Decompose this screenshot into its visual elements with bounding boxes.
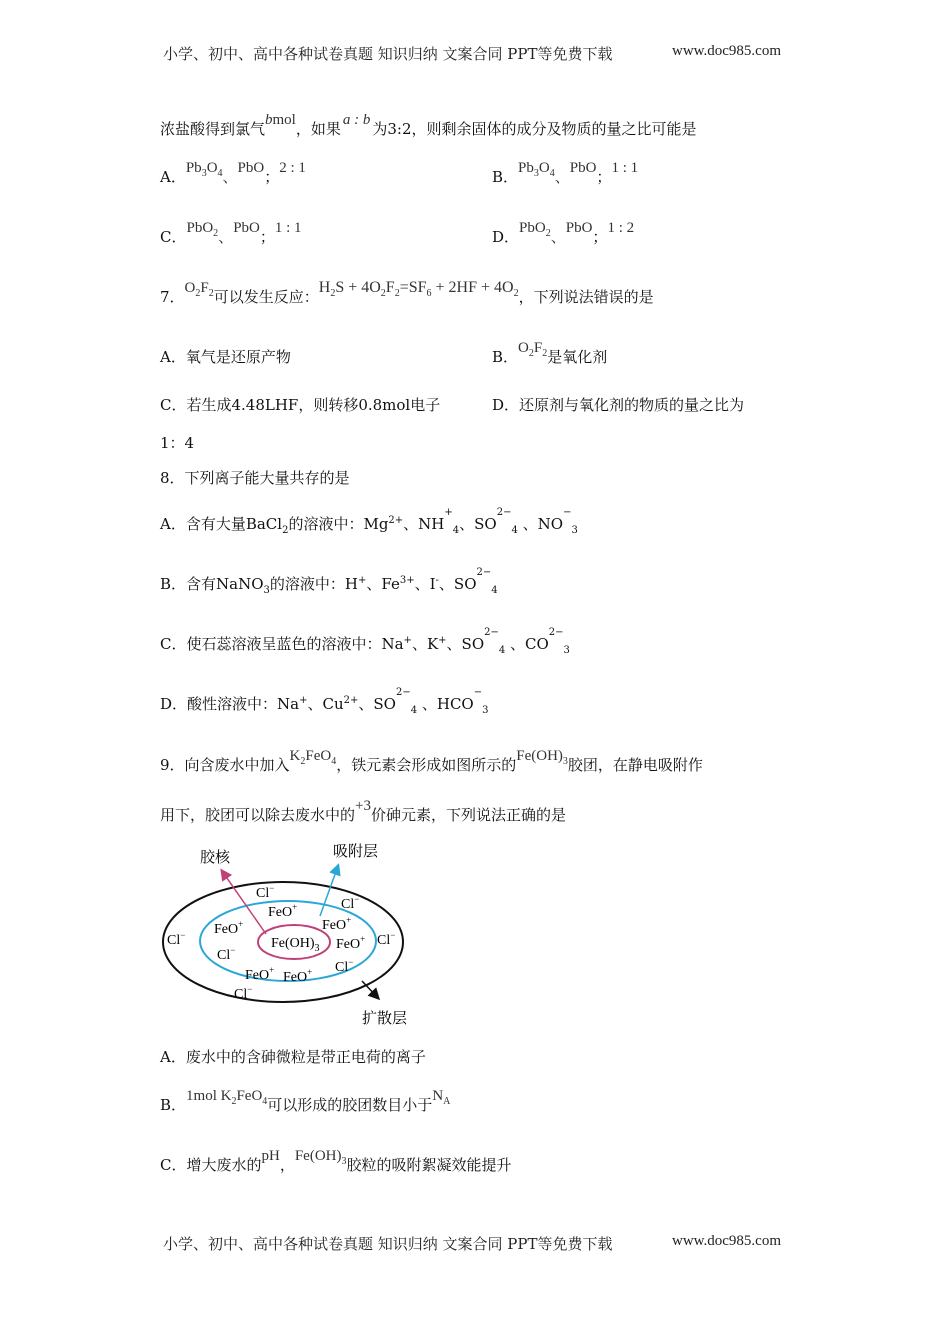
page-header-left: 小学、初中、高中各种试卷真题 知识归纳 文案合同 PPT等免费下载 [163,45,613,63]
q7-stem: 7．$O_2F_2$可以发生反应：$H_2S + 4O_2F_2=SF_6 + 2HF + 4O_2$，下列说法错误的是 [160,279,654,306]
q6-option-a[interactable]: A．$Pb_3O_4$、PbO；2 : 1 [160,160,306,186]
page-footer-url: www.doc985.com [672,1233,782,1249]
q7-option-d[interactable]: D．还原剂与氧化剂的物质的量之比为 [492,396,745,414]
cl-ion: Cl− [256,883,275,901]
micelle-diagram [155,838,425,1033]
feo-ion: FeO+ [322,915,352,933]
cl-ion: Cl− [234,984,253,1002]
diffusion-layer-label: 扩散层 [362,1011,408,1027]
q9-stem-line1: 9．向含废水中加入$K_2FeO_4$，铁元素会形成如图所示的$Fe(OH)_3$胶团，在静电吸附作 [160,748,703,774]
q6-option-c[interactable]: C．PbO$_2$、PbO；1 : 1 [160,220,302,246]
cl-ion: Cl− [377,930,396,948]
q8-option-a[interactable]: A．含有大量BaCl$_2$的溶液中：$Mg^{2+}$、$NH^+_4$、$SO^{2-}_4$ 、$NO^-_3$ [160,507,578,536]
q8-option-d[interactable]: D．酸性溶液中：Na+、$Cu^{2+}$、$SO^{2-}_4$ 、$HCO^-_3$ [160,687,489,716]
page-footer-left: 小学、初中、高中各种试卷真题 知识归纳 文案合同 PPT等免费下载 [163,1235,613,1253]
q7-option-a[interactable]: A．氧气是还原产物 [160,348,291,366]
q7-option-c[interactable]: C．若生成4.48LHF，则转移0.8mol电子 [160,396,441,414]
q9-option-c[interactable]: C．增大废水的pH，$Fe(OH)_3$胶粒的吸附絮凝效能提升 [160,1148,512,1174]
feo-ion: FeO+ [268,902,298,920]
q8-stem: 8．下列离子能大量共存的是 [160,469,350,487]
q7-option-d-cont: 1：4 [160,434,195,452]
page-header-url: www.doc985.com [672,43,782,59]
core-label: 胶核 [200,850,231,866]
q9-stem-line2: 用下，胶团可以除去废水中的+3价砷元素，下列说法正确的是 [160,798,566,824]
q8-option-c[interactable]: C．使石蕊溶液呈蓝色的溶液中：Na+、K+、$SO^{2-}_4$ 、$CO^{2-}_3$ [160,627,570,656]
cl-ion: Cl− [217,945,236,963]
q8-option-b[interactable]: B．含有NaNO$_3$的溶液中：H+、$Fe^{3+}$、I-、$SO^{2-}_4$ [160,567,498,596]
core-formula: $Fe(OH)_3$ [271,936,320,954]
feo-ion: FeO+ [214,919,244,937]
cl-ion: Cl− [335,957,354,975]
q9-option-b[interactable]: B．1mol $K_2FeO_4$可以形成的胶团数目小于$N_A$ [160,1088,451,1114]
cl-ion: Cl− [341,894,360,912]
feo-ion: FeO+ [283,967,313,985]
q7-option-b[interactable]: B．$O_2F_2$是氧化剂 [492,340,608,366]
adsorption-layer-label: 吸附层 [333,844,379,860]
q6-stem: 浓盐酸得到氯气bmol，如果 a : b 为3:2，则剩余固体的成分及物质的量之比可能是 [160,112,697,138]
q6-option-b[interactable]: B．$Pb_3O_4$、PbO；1 : 1 [492,160,639,186]
feo-ion: FeO+ [336,934,366,952]
q9-option-a[interactable]: A．废水中的含砷微粒是带正电荷的离子 [160,1048,426,1066]
q6-option-d[interactable]: D．PbO$_2$、PbO；1 : 2 [492,220,635,246]
feo-ion: FeO+ [245,965,275,983]
cl-ion: Cl− [167,930,186,948]
